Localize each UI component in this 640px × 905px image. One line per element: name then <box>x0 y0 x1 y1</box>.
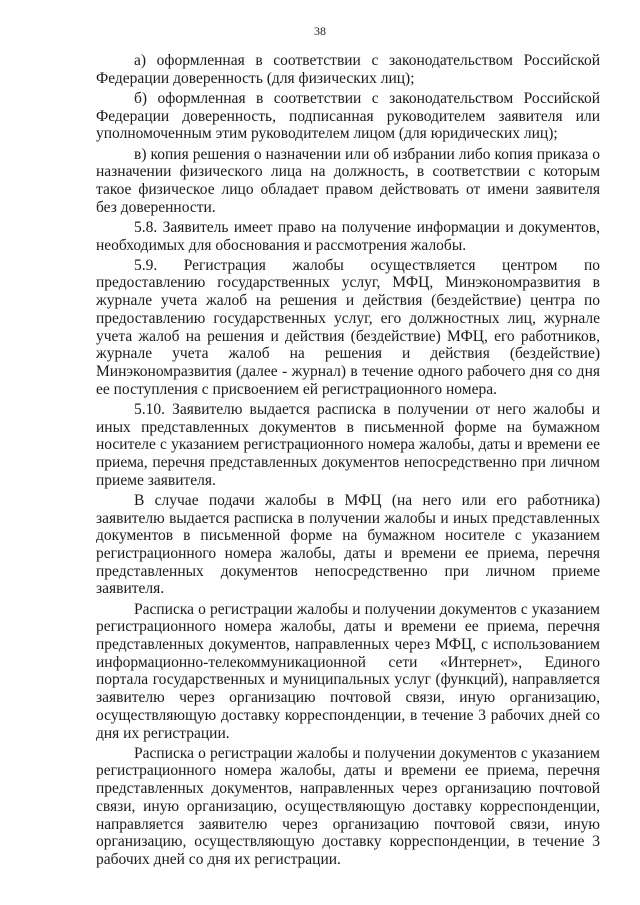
paragraph-receipt-postal: Расписка о регистрации жалобы и получении документов с указанием регистрационного номера жалобы, даты и времени ее приема, перечня представленных документов, направленных через организацию почтовой связи, иную организацию, осуществляющую доставку корреспонденции, направляется заявителю через организацию почтовой связи, иную организацию, осуществляющую доставку корреспонденции, в течение 3 рабочих дней со дня их регистрации. <box>96 744 600 868</box>
document-body <box>96 52 600 871</box>
section-5-10: 5.10. Заявителю выдается расписка в получении от него жалобы и иных представленных документов в письменной форме на бумажном носителе с указанием регистрационного номера жалобы, даты и времени ее приема, перечня представленных документов непосредственно при личном приеме заявителя. <box>96 400 600 489</box>
section-5-8: 5.8. Заявитель имеет право на получение информации и документов, необходимых для обоснования и рассмотрения жалобы. <box>96 218 600 254</box>
list-item-b: б) оформленная в соответствии с законодательством Российской Федерации доверенность, подписанная руководителем заявителя или уполномоченным этим руководителем лицом (для юридических лиц); <box>96 89 600 143</box>
section-5-9: 5.9. Регистрация жалобы осуществляется центром по предоставлению государственных услуг, МФЦ, Минэкономразвития в журнале учета жалоб на решения и действия (бездействие) центра по предоставлению государственных услуг, его должностных лиц, журнале учета жалоб на решения и действия (бездействие) МФЦ, его работников, журнале учета жалоб на решения и действия (бездействие) Минэкономразвития (далее - журнал) в течение одного рабочего дня со дня ее поступления с присвоением ей регистрационного номера. <box>96 256 600 398</box>
list-item-a: а) оформленная в соответствии с законодательством Российской Федерации доверенность (для физических лиц); <box>96 52 600 87</box>
page-number: 38 <box>314 24 326 38</box>
paragraph-mfc-case: В случае подачи жалобы в МФЦ (на него или его работника) заявителю выдается расписка в получении жалобы и иных представленных документов в письменной форме на бумажном носителе с указанием регистрационного номера жалобы, даты и времени ее приема, перечня представленных документов непосредственно при личном приеме заявителя. <box>96 491 600 598</box>
list-item-v: в) копия решения о назначении или об избрании либо копия приказа о назначении физического лица на должность, в соответствии с которым такое физическое лицо обладает правом действовать от имени заявителя без доверенности. <box>96 145 600 216</box>
paragraph-receipt-internet: Расписка о регистрации жалобы и получении документов с указанием регистрационного номера жалобы, даты и времени ее приема, перечня представленных документов, направленных через МФЦ, с использованием информационно-телекоммуникационной сети «Интернет», Единого портала государственных и муниципальных услуг (функций), направляется заявителю через организацию почтовой связи, иную организацию, осуществляющую доставку корреспонденции, в течение 3 рабочих дней со дня их регистрации. <box>96 600 600 742</box>
